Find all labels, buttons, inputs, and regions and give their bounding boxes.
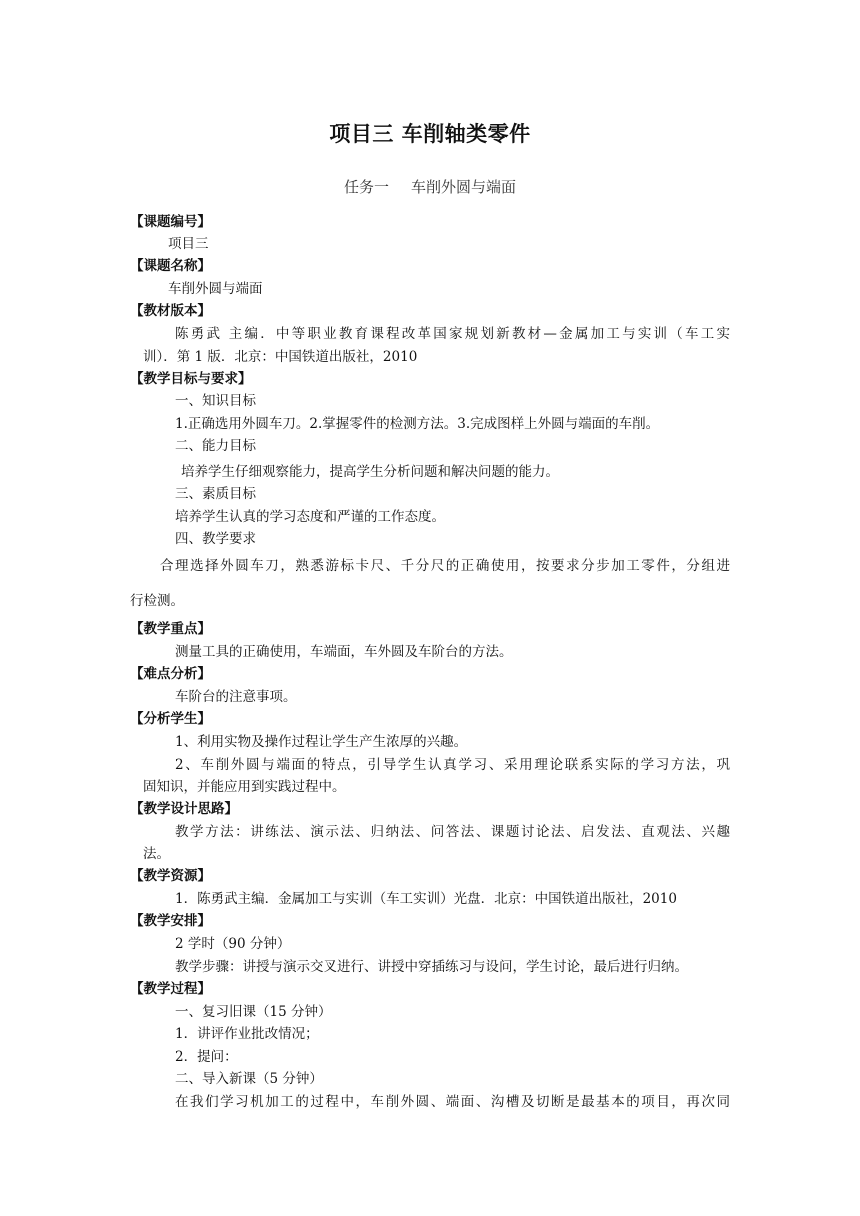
section-heading-design: 【教学设计思路】	[130, 801, 238, 817]
process-review-item-2: 2．提问：	[175, 1049, 238, 1065]
section-heading-difficulties: 【难点分析】	[130, 666, 211, 682]
process-review-title: 一、复习旧课（15 分钟）	[175, 1004, 332, 1020]
requirement-title: 四、教学要求	[175, 531, 256, 547]
section-heading-topic-number: 【课题编号】	[130, 214, 211, 230]
section-heading-process: 【教学过程】	[130, 981, 211, 997]
section-heading-schedule: 【教学安排】	[130, 913, 211, 929]
process-review-item-1: 1．讲评作业批改情况；	[175, 1026, 319, 1042]
section-heading-textbook: 【教材版本】	[130, 303, 211, 319]
section-heading-key-points: 【教学重点】	[130, 621, 211, 637]
document-title: 项目三 车削轴类零件	[329, 122, 531, 146]
process-intro-text: 在我们学习机加工的过程中，车削外圆、端面、沟槽及切断是最基本的项目，再次同	[175, 1094, 730, 1110]
schedule-hours: 2 学时（90 分钟）	[175, 936, 291, 952]
difficulties-text: 车阶台的注意事项。	[175, 689, 297, 705]
textbook-line-1: 陈勇武 主编．中等职业教育课程改革国家规划新教材—金属加工与实训（车工实	[175, 326, 730, 342]
knowledge-goal-title: 一、知识目标	[175, 393, 256, 409]
document-subtitle	[0, 176, 860, 197]
design-line-1: 教学方法：讲练法、演示法、归纳法、问答法、课题讨论法、启发法、直观法、兴趣	[175, 824, 730, 840]
subtitle-task-name: 车削外圆与端面	[411, 178, 517, 196]
requirement-line-2: 行检测。	[130, 593, 184, 609]
resources-text: 1．陈勇武主编．金属加工与实训（车工实训）光盘．北京：中国铁道出版社，2010	[175, 891, 677, 907]
students-point-1: 1、利用实物及操作过程让学生产生浓厚的兴趣。	[175, 734, 468, 750]
textbook-line-2: 训）．第 1 版．北京：中国铁道出版社，2010	[143, 349, 418, 365]
students-point-2-line-1: 2、车削外圆与端面的特点，引导学生认真学习、采用理论联系实际的学习方法，巩	[175, 757, 730, 773]
section-heading-topic-name: 【课题名称】	[130, 258, 211, 274]
process-intro-title: 二、导入新课（5 分钟）	[175, 1071, 323, 1087]
topic-name-text: 车削外圆与端面	[168, 281, 263, 297]
students-point-2-line-2: 固知识，并能应用到实践过程中。	[143, 779, 346, 795]
subtitle-task-number: 任务一	[343, 178, 389, 196]
requirement-line-1: 合理选择外圆车刀，熟悉游标卡尺、千分尺的正确使用，按要求分步加工零件，分组进	[160, 558, 730, 574]
knowledge-goal-text: 1.正确选用外圆车刀。2.掌握零件的检测方法。3.完成图样上外圆与端面的车削。	[175, 416, 660, 432]
quality-goal-text: 培养学生认真的学习态度和严谨的工作态度。	[175, 509, 445, 525]
topic-number-text: 项目三	[168, 236, 209, 252]
section-heading-objectives: 【教学目标与要求】	[130, 371, 252, 387]
ability-goal-title: 二、能力目标	[175, 438, 256, 454]
key-points-text: 测量工具的正确使用，车端面，车外圆及车阶台的方法。	[175, 644, 513, 660]
schedule-steps: 教学步骤：讲授与演示交叉进行、讲授中穿插练习与设问，学生讨论，最后进行归纳。	[175, 959, 688, 975]
design-line-2: 法。	[143, 846, 170, 862]
section-heading-resources: 【教学资源】	[130, 868, 211, 884]
ability-goal-text: 培养学生仔细观察能力，提高学生分析问题和解决问题的能力。	[181, 464, 559, 480]
quality-goal-title: 三、素质目标	[175, 486, 256, 502]
section-heading-students: 【分析学生】	[130, 711, 211, 727]
